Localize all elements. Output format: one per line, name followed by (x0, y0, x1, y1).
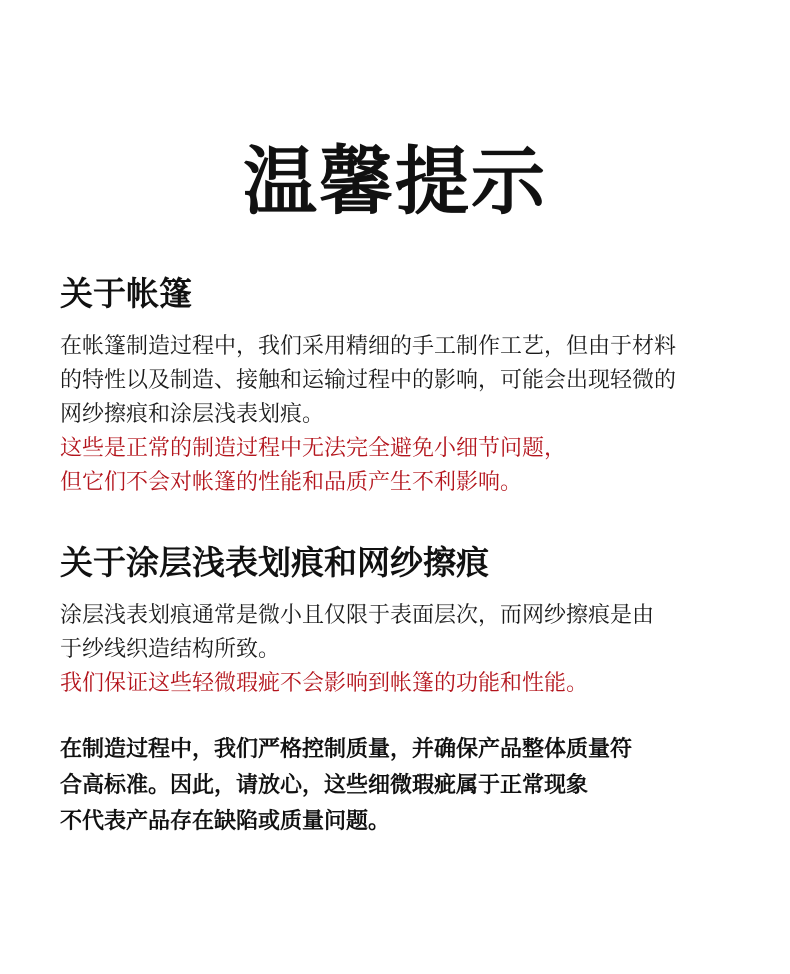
closing-line: 合高标准。因此，请放心，这些细微瑕疵属于正常现象 (60, 773, 589, 798)
closing-statement (60, 732, 750, 840)
page-title: 温馨提示 (243, 138, 547, 225)
section-heading-about-tent: 关于帐篷 (60, 274, 192, 313)
closing-line: 在制造过程中，我们严格控制质量，并确保产品整体质量符 (60, 737, 633, 762)
body-line: 在帐篷制造过程中，我们采用精细的手工制作工艺，但由于材料 (60, 334, 677, 359)
highlight-line: 但它们不会对帐篷的性能和品质产生不利影响。 (60, 470, 523, 495)
body-line: 于纱线织造结构所致。 (60, 637, 281, 662)
highlight-line: 这些是正常的制造过程中无法完全避免小细节问题， (60, 436, 567, 461)
section-heading-about-scratches: 关于涂层浅表划痕和网纱擦痕 (60, 543, 489, 582)
section-about-tent (60, 272, 750, 500)
closing-line: 不代表产品存在缺陷或质量问题。 (60, 809, 391, 834)
body-line: 网纱擦痕和涂层浅表划痕。 (60, 402, 325, 427)
body-line: 涂层浅表划痕通常是微小且仅限于表面层次，而网纱擦痕是由 (60, 603, 655, 628)
body-line: 的特性以及制造、接触和运输过程中的影响，可能会出现轻微的 (60, 368, 677, 393)
section-about-scratches (60, 541, 750, 701)
highlight-line: 我们保证这些轻微瑕疵不会影响到帐篷的功能和性能。 (60, 671, 589, 696)
